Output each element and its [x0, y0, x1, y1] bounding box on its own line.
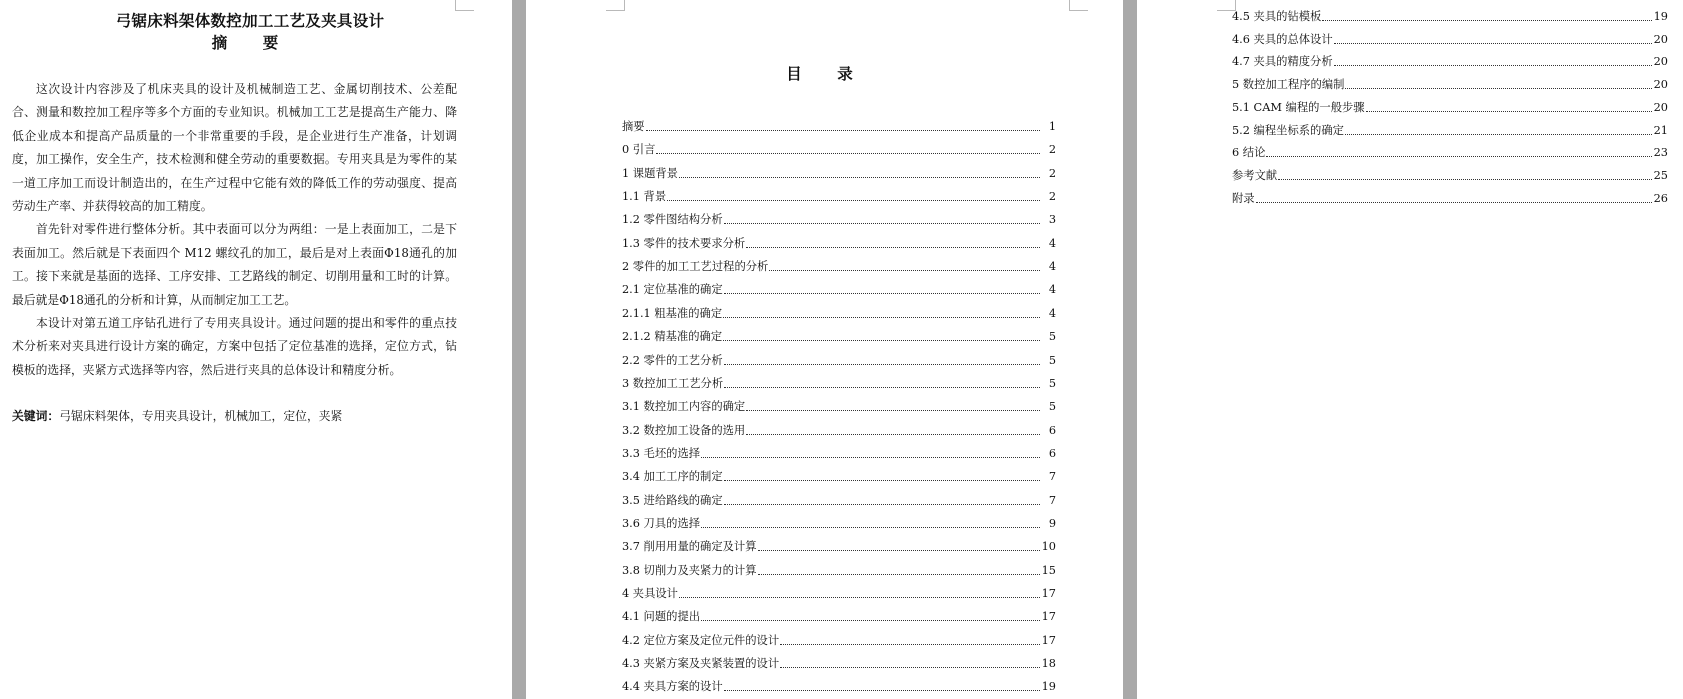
toc-entry[interactable]	[1232, 100, 1668, 116]
toc-entry-page-number: 1	[1048, 120, 1056, 133]
toc-entry[interactable]	[622, 353, 1056, 369]
toc-entry-page-number: 20	[1653, 32, 1668, 46]
toc-entry-page-number: 17	[1041, 587, 1056, 600]
toc-entry-page-number: 3	[1048, 213, 1056, 227]
toc-entry-page-number: 6	[1048, 446, 1056, 460]
keywords-label: 关键词：	[12, 409, 60, 423]
toc-leader-dots	[724, 479, 1040, 481]
toc-entry-title: 摘要	[622, 120, 645, 133]
toc-leader-dots	[724, 292, 1040, 294]
toc-leader-dots	[746, 433, 1040, 435]
toc-entry-page-number: 4	[1048, 260, 1056, 274]
toc-entry[interactable]	[1232, 9, 1668, 25]
keywords-line	[12, 407, 342, 424]
toc-entry-title: 3.4 加工工序的制定	[622, 470, 723, 484]
toc-leader-dots	[780, 666, 1040, 668]
toc-entry-title: 3.5 进给路线的确定	[622, 493, 723, 507]
toc-leader-dots	[701, 456, 1040, 458]
toc-entry-title: 1.2 零件图结构分析	[622, 213, 723, 227]
toc-entry-page-number: 7	[1048, 493, 1056, 507]
toc-entry[interactable]	[622, 166, 1056, 182]
toc-entry-title: 2.1.2 精基准的确定	[622, 330, 723, 344]
toc-entry-page-number: 17	[1041, 633, 1056, 647]
toc-entry-title: 4.7 夹具的精度分析	[1232, 55, 1333, 69]
toc-entry-page-number: 9	[1048, 516, 1056, 530]
toc-entry[interactable]	[622, 469, 1056, 485]
toc-leader-dots	[667, 199, 1040, 201]
toc-entry[interactable]	[622, 329, 1056, 345]
toc-entry[interactable]	[1232, 191, 1668, 207]
toc-entry[interactable]	[622, 586, 1056, 602]
toc-entry-title: 6 结论	[1232, 146, 1266, 160]
toc-leader-dots	[701, 619, 1040, 621]
toc-leader-dots	[758, 573, 1040, 575]
toc-entry-title: 5 数控加工程序的编制	[1232, 78, 1345, 92]
toc-entry[interactable]	[622, 236, 1056, 252]
toc-entry-page-number: 19	[1041, 680, 1056, 694]
toc-leader-dots	[724, 363, 1040, 365]
toc-entry-page-number: 26	[1653, 191, 1668, 205]
toc-entry[interactable]	[1232, 168, 1668, 184]
toc-entry-page-number: 5	[1048, 353, 1056, 367]
toc-heading: 目 录	[786, 64, 863, 83]
toc-entry[interactable]	[1232, 54, 1668, 70]
abstract-heading: 摘 要	[211, 33, 289, 52]
toc-leader-dots	[758, 549, 1040, 551]
toc-entry[interactable]	[622, 376, 1056, 392]
keywords-text: 弓锯床料架体，专用夹具设计，机械加工，定位，夹紧	[59, 409, 343, 423]
toc-leader-dots	[724, 222, 1040, 224]
toc-leader-dots	[656, 152, 1040, 154]
toc-entry-title: 0 引言	[622, 143, 656, 157]
toc-entry-page-number: 5	[1048, 376, 1056, 390]
toc-entry-title: 2.1 定位基准的确定	[622, 283, 723, 297]
toc-entry[interactable]	[622, 609, 1056, 625]
toc-entry-page-number: 7	[1048, 470, 1056, 484]
toc-entry-page-number: 15	[1041, 563, 1056, 577]
toc-entry-page-number: 21	[1653, 123, 1668, 137]
toc-entry[interactable]	[622, 212, 1056, 228]
toc-entry-title: 4.2 定位方案及定位元件的设计	[622, 633, 780, 647]
toc-leader-dots	[723, 339, 1040, 341]
toc-entry-title: 5.1 CAM 编程的一般步骤	[1232, 100, 1365, 114]
abstract-page	[0, 0, 512, 699]
toc-entry[interactable]	[622, 539, 1056, 555]
toc-entry[interactable]	[622, 306, 1056, 322]
toc-leader-dots	[780, 643, 1040, 645]
toc-entry-page-number: 25	[1653, 168, 1668, 182]
toc-leader-dots	[769, 269, 1040, 271]
toc-entry-title: 3.7 削用用量的确定及计算	[622, 540, 757, 554]
toc-entry[interactable]	[622, 633, 1056, 649]
toc-entry-title: 1.1 背景	[622, 190, 667, 204]
toc-entry-title: 2.1.1 粗基准的确定	[622, 306, 723, 320]
toc-entry[interactable]	[622, 423, 1056, 439]
toc-leader-dots	[1256, 201, 1652, 203]
toc-entry[interactable]	[1232, 123, 1668, 139]
toc-entry-title: 4.4 夹具方案的设计	[622, 680, 723, 694]
toc-entry-title: 5.2 编程坐标系的确定	[1232, 123, 1344, 137]
toc-leader-dots	[1278, 178, 1651, 180]
toc-leader-dots	[724, 386, 1040, 388]
toc-entry[interactable]	[622, 259, 1056, 275]
margin-corner-mark	[1069, 0, 1088, 11]
toc-leader-dots	[746, 246, 1040, 248]
toc-entry-title: 3 数控加工工艺分析	[622, 376, 724, 390]
abstract-paragraph: 首先针对零件进行整体分析。其中表面可以分为两组：一是上表面加工，二是下表面加工。然后就是下表面四个 M12 螺纹孔的加工，最后是对上表面Φ18通孔的加工。接下来就是基面的选择、工序安排、工艺路线的制定、切削用量和工时的计算。最后就是Φ18通孔的分析和计算，从而制定加工工艺。	[12, 222, 457, 307]
toc-entry[interactable]	[1232, 145, 1668, 161]
toc-leader-dots	[724, 503, 1040, 505]
toc-entry-title: 4.3 夹紧方案及夹紧装置的设计	[622, 657, 780, 671]
toc-leader-dots	[646, 129, 1040, 131]
toc-entry[interactable]	[622, 142, 1056, 158]
toc-entry[interactable]	[622, 399, 1056, 415]
toc-leader-dots	[1322, 19, 1651, 21]
toc-entry[interactable]	[622, 516, 1056, 532]
toc-leader-dots	[746, 409, 1040, 411]
margin-corner-mark	[606, 0, 625, 11]
page-gutter	[512, 0, 526, 699]
toc-continued-page	[1137, 0, 1683, 699]
abstract-paragraph: 本设计对第五道工序钻孔进行了专用夹具设计。通过问题的提出和零件的重点技术分析来对夹具进行设计方案的确定，方案中包括了定位基准的选择，定位方式，钻模板的选择，夹紧方式选择等内容，然后进行夹具的总体设计和精度分析。	[12, 316, 457, 377]
toc-entry-title: 3.6 刀具的选择	[622, 516, 701, 530]
toc-entry-title: 附录	[1232, 191, 1255, 205]
toc-entry-page-number: 19	[1653, 10, 1668, 23]
toc-entry-page-number: 4	[1048, 306, 1056, 320]
toc-entry-page-number: 4	[1048, 283, 1056, 297]
toc-entry[interactable]	[622, 656, 1056, 672]
toc-entry[interactable]	[622, 679, 1056, 695]
toc-entry-title: 4.6 夹具的总体设计	[1232, 32, 1333, 46]
toc-entry-title: 3.1 数控加工内容的确定	[622, 400, 746, 414]
toc-entry-title: 4.5 夹具的钻模板	[1232, 10, 1322, 23]
toc-entry-page-number: 20	[1653, 55, 1668, 69]
toc-leader-dots	[679, 176, 1040, 178]
document-title: 弓锯床料架体数控加工工艺及夹具设计	[115, 11, 385, 30]
toc-entry[interactable]	[622, 446, 1056, 462]
toc-leader-dots	[1345, 133, 1652, 135]
toc-page	[526, 0, 1123, 699]
toc-entry-page-number: 20	[1653, 100, 1668, 114]
toc-entry-page-number: 5	[1048, 330, 1056, 344]
toc-entry-page-number: 6	[1048, 423, 1056, 437]
toc-entry-page-number: 23	[1653, 146, 1668, 160]
toc-leader-dots	[1345, 87, 1651, 89]
toc-entry[interactable]	[622, 282, 1056, 298]
toc-entry-page-number: 17	[1041, 610, 1056, 624]
toc-entry-page-number: 10	[1041, 540, 1056, 554]
toc-entry-title: 2 零件的加工工艺过程的分析	[622, 260, 769, 274]
toc-entry[interactable]	[1232, 77, 1668, 93]
toc-leader-dots	[1334, 64, 1652, 66]
toc-entry-page-number: 20	[1653, 78, 1668, 92]
toc-entry-page-number: 2	[1048, 143, 1056, 157]
abstract-body	[12, 78, 457, 382]
toc-entry-title: 3.8 切削力及夹紧力的计算	[622, 563, 757, 577]
toc-entry-title: 3.3 毛坯的选择	[622, 446, 701, 460]
toc-leader-dots	[1266, 155, 1651, 157]
toc-entry-title: 2.2 零件的工艺分析	[622, 353, 723, 367]
toc-leader-dots	[1366, 110, 1652, 112]
toc-leader-dots	[701, 526, 1040, 528]
toc-entry-title: 参考文献	[1232, 168, 1278, 182]
toc-entry-title: 4 夹具设计	[622, 587, 678, 600]
toc-entry-page-number: 5	[1048, 400, 1056, 414]
toc-entry-title: 1.3 零件的技术要求分析	[622, 236, 746, 250]
toc-leader-dots	[1334, 42, 1652, 44]
toc-entry-title: 4.1 问题的提出	[622, 610, 701, 624]
page-gutter	[1123, 0, 1137, 699]
abstract-paragraph: 这次设计内容涉及了机床夹具的设计及机械制造工艺、金属切削技术、公差配合、测量和数控加工程序等多个方面的专业知识。机械加工工艺是提高生产能力、降低企业成本和提高产品质量的一个非常重要的手段，是企业进行生产准备，计划调度，加工操作，安全生产，技术检测和健全劳动的重要数据。专用夹具是为零件的某一道工序加工而设计制造出的，在生产过程中它能有效的降低工作的劳动强度、提高劳动生产率、并获得较高的加工精度。	[12, 82, 457, 214]
toc-entry-page-number: 2	[1048, 166, 1056, 180]
toc-entry[interactable]	[622, 189, 1056, 205]
toc-leader-dots	[679, 596, 1040, 598]
toc-leader-dots	[724, 689, 1040, 691]
toc-entry-page-number: 2	[1048, 190, 1056, 204]
toc-entry[interactable]	[622, 493, 1056, 509]
toc-entry-page-number: 18	[1041, 657, 1056, 671]
toc-entry-title: 1 课题背景	[622, 166, 678, 180]
toc-entry-page-number: 4	[1048, 236, 1056, 250]
toc-entry[interactable]	[622, 119, 1056, 135]
toc-entry[interactable]	[1232, 32, 1668, 48]
toc-leader-dots	[723, 316, 1040, 318]
toc-entry-title: 3.2 数控加工设备的选用	[622, 423, 746, 437]
toc-entry[interactable]	[622, 563, 1056, 579]
